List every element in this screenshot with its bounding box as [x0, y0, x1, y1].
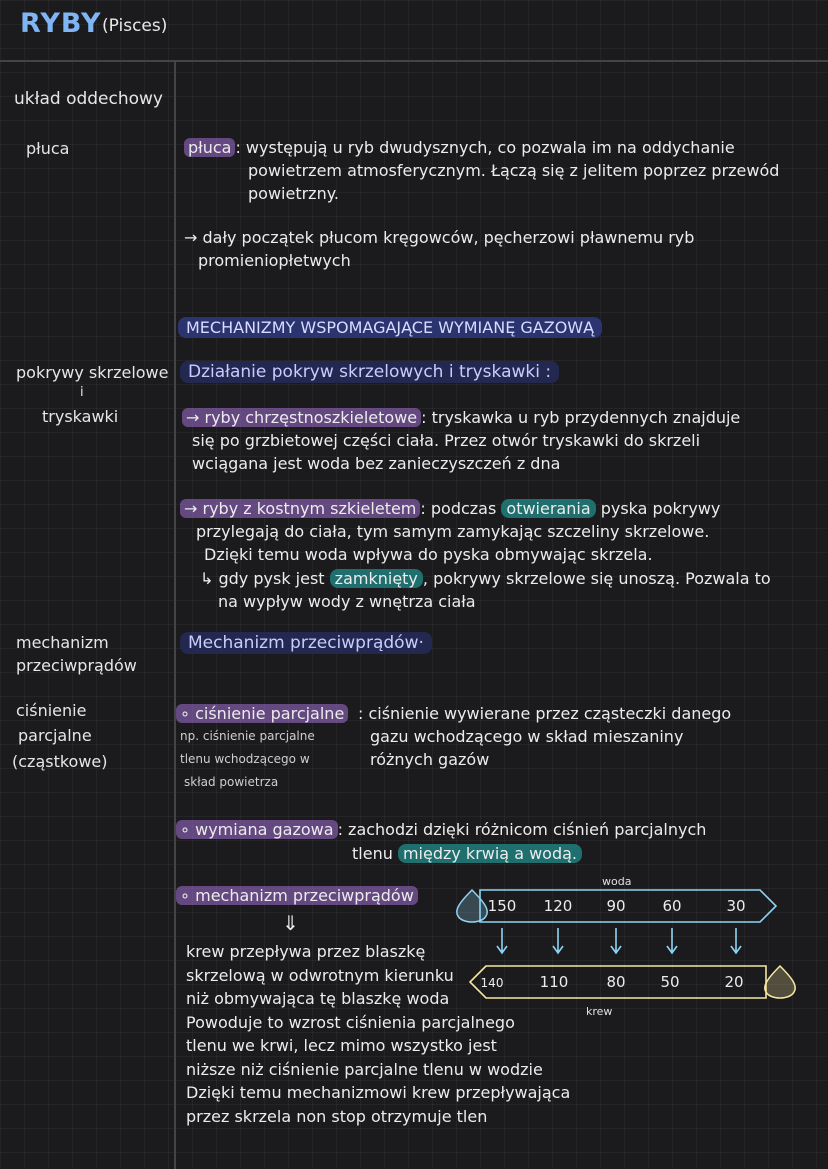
kostne-line-1 — [180, 497, 720, 520]
countercurrent-diagram — [450, 866, 800, 1026]
page-subtitle: (Pisces) — [102, 16, 168, 36]
kostne-line-3: Dzięki temu woda wpływa do pyska obmywając skrzela. — [204, 545, 653, 564]
blood-values — [481, 973, 744, 991]
cp-example-line-2: tlenu wchodzącego w — [180, 752, 310, 766]
header-divider — [0, 60, 828, 62]
sidebar-section-title: układ oddechowy — [14, 89, 163, 109]
down-arrow-icon — [497, 928, 507, 953]
chrzestno-line-2: się po grzbietowej części ciała. Przez otwór tryskawki do skrzeli — [192, 431, 701, 450]
blood-value: 80 — [606, 973, 626, 991]
sidebar-label-cisnienie: ciśnienie — [16, 701, 87, 720]
chrzestno-text-1: : tryskawka u ryb przydennych znajduje — [421, 408, 741, 427]
otwierania-highlight: otwierania — [501, 499, 595, 518]
sidebar-label-pokrywy-and: i — [80, 385, 84, 400]
przeciwprady-heading — [180, 632, 432, 655]
water-label: woda — [602, 875, 632, 888]
mp-line-3: niż obmywająca tę blaszkę woda — [186, 989, 450, 1008]
cp-term: ∘ ciśnienie parcjalne — [176, 704, 348, 723]
water-value: 60 — [662, 897, 682, 915]
blood-drop-icon — [765, 966, 795, 998]
mp-line-2: skrzelową w odwrotnym kierunku — [186, 965, 454, 985]
cp-example-line-3: skład powietrza — [184, 775, 279, 789]
cp-def-line-2: gazu wchodzącego w skład mieszaniny — [370, 727, 684, 746]
mp-line-8: przez skrzela non stop otrzymuje tlen — [186, 1106, 488, 1126]
mp-term-wrap — [176, 884, 418, 907]
blood-value: 140 — [480, 976, 504, 990]
zamkniety-highlight: zamknięty — [330, 569, 423, 588]
down-arrow-icon — [611, 928, 621, 953]
chrzestno-line-3: wciągana jest woda bez zanieczyszczeń z dna — [192, 454, 561, 473]
sidebar-label-pokrywy: pokrywy skrzelowe — [16, 363, 169, 382]
pluca-origin-line-2: promieniopłetwych — [198, 251, 351, 270]
pokrywy-heading-text: Działanie pokryw skrzelowych i tryskawki : — [180, 361, 559, 383]
kostne-line-5: na wypływ wody z wnętrza ciała — [218, 592, 476, 611]
sidebar-label-przeciwpradow: przeciwprądów — [16, 656, 137, 675]
sidebar-label-mechanizm: mechanizm — [16, 633, 109, 652]
wg-text-1: : zachodzi dzięki różnicom ciśnień parcjalnych — [337, 820, 707, 839]
pluca-def-line-2: powietrzem atmosferycznym. Łączą się z jelitem poprzez przewód — [248, 161, 780, 180]
cp-def-line-1: : ciśnienie wywierane przez cząsteczki danego — [358, 704, 732, 723]
mp-line-1: krew przepływa przez blaszkę — [186, 942, 426, 961]
kostne-line-4 — [200, 567, 771, 590]
miedzy-krwia-highlight: między krwią a wodą. — [398, 844, 582, 863]
kostne-text-4c: , pokrywy skrzelowe się unoszą. Pozwala to — [422, 569, 771, 588]
sidebar-label-pluca: płuca — [26, 139, 70, 158]
water-value: 90 — [606, 897, 626, 915]
chrzestno-term: → ryby chrzęstnoszkieletowe — [182, 408, 421, 427]
cp-def-line-3: różnych gazów — [370, 750, 490, 769]
pokrywy-heading — [180, 361, 559, 384]
pluca-def-line-3: powietrzny. — [248, 184, 339, 203]
cp-example-line-1: np. ciśnienie parcjalne — [180, 729, 315, 743]
blood-value: 110 — [539, 973, 569, 991]
water-values — [488, 897, 746, 915]
wg-line-2 — [352, 842, 582, 865]
kostne-text-4a: ↳ gdy pysk jest — [200, 569, 325, 588]
down-arrow-icon — [731, 928, 741, 953]
transfer-arrows — [497, 928, 741, 953]
kostne-text-1a: : podczas — [420, 499, 497, 518]
down-double-arrow-icon: ⇓ — [282, 911, 299, 935]
kostne-term: → ryby z kostnym szkieletem — [180, 499, 420, 518]
down-arrow-icon — [667, 928, 677, 953]
water-value: 150 — [487, 897, 517, 915]
pluca-def-line-1: : występują u ryb dwudysznych, co pozwala im na oddychanie — [235, 138, 735, 157]
wg-line-1 — [176, 818, 706, 841]
sidebar-label-parcjalne: parcjalne — [18, 726, 92, 745]
kostne-line-2: przylegają do ciała, tym samym zamykając szczeliny skrzelowe. — [196, 522, 710, 541]
water-value: 120 — [543, 897, 573, 915]
down-arrow-icon — [553, 928, 563, 953]
przeciwprady-heading-text: Mechanizm przeciwprądów· — [180, 632, 432, 654]
mechanizmy-heading — [178, 316, 602, 339]
mp-line-4: Powoduje to wzrost ciśnienia parcjalnego — [186, 1012, 515, 1032]
sidebar-label-czastkowe: (cząstkowe) — [12, 752, 108, 771]
blood-label: krew — [586, 1005, 613, 1018]
mp-term: ∘ mechanizm przeciwprądów — [176, 886, 418, 905]
kostne-text-1c: pyska pokrywy — [600, 499, 721, 518]
chrzestno-line-1 — [182, 406, 740, 429]
water-value: 30 — [726, 897, 746, 915]
pluca-definition — [184, 136, 735, 159]
margin-divider — [174, 60, 176, 1169]
cp-term-wrap — [176, 702, 348, 725]
mp-line-6: niższe niż ciśnienie parcjalne tlenu w wodzie — [186, 1059, 543, 1079]
blood-value: 50 — [660, 973, 680, 991]
water-drop-icon — [457, 890, 487, 922]
pluca-term: płuca — [184, 138, 235, 157]
mp-line-5: tlenu we krwi, lecz mimo wszystko jest — [186, 1036, 497, 1055]
page-title: RYBY — [20, 8, 102, 39]
mechanizmy-heading-text: MECHANIZMY WSPOMAGAJĄCE WYMIANĘ GAZOWĄ — [178, 317, 602, 338]
wg-term: ∘ wymiana gazowa — [176, 820, 338, 839]
pluca-origin-line-1: → dały początek płucom kręgowców, pęcherzowi pławnemu ryb — [184, 228, 695, 247]
wg-text-2a: tlenu — [352, 844, 393, 863]
sidebar-label-tryskawki: tryskawki — [42, 407, 119, 426]
blood-value: 20 — [724, 973, 744, 991]
mp-line-7: Dzięki temu mechanizmowi krew przepływająca — [186, 1083, 571, 1102]
